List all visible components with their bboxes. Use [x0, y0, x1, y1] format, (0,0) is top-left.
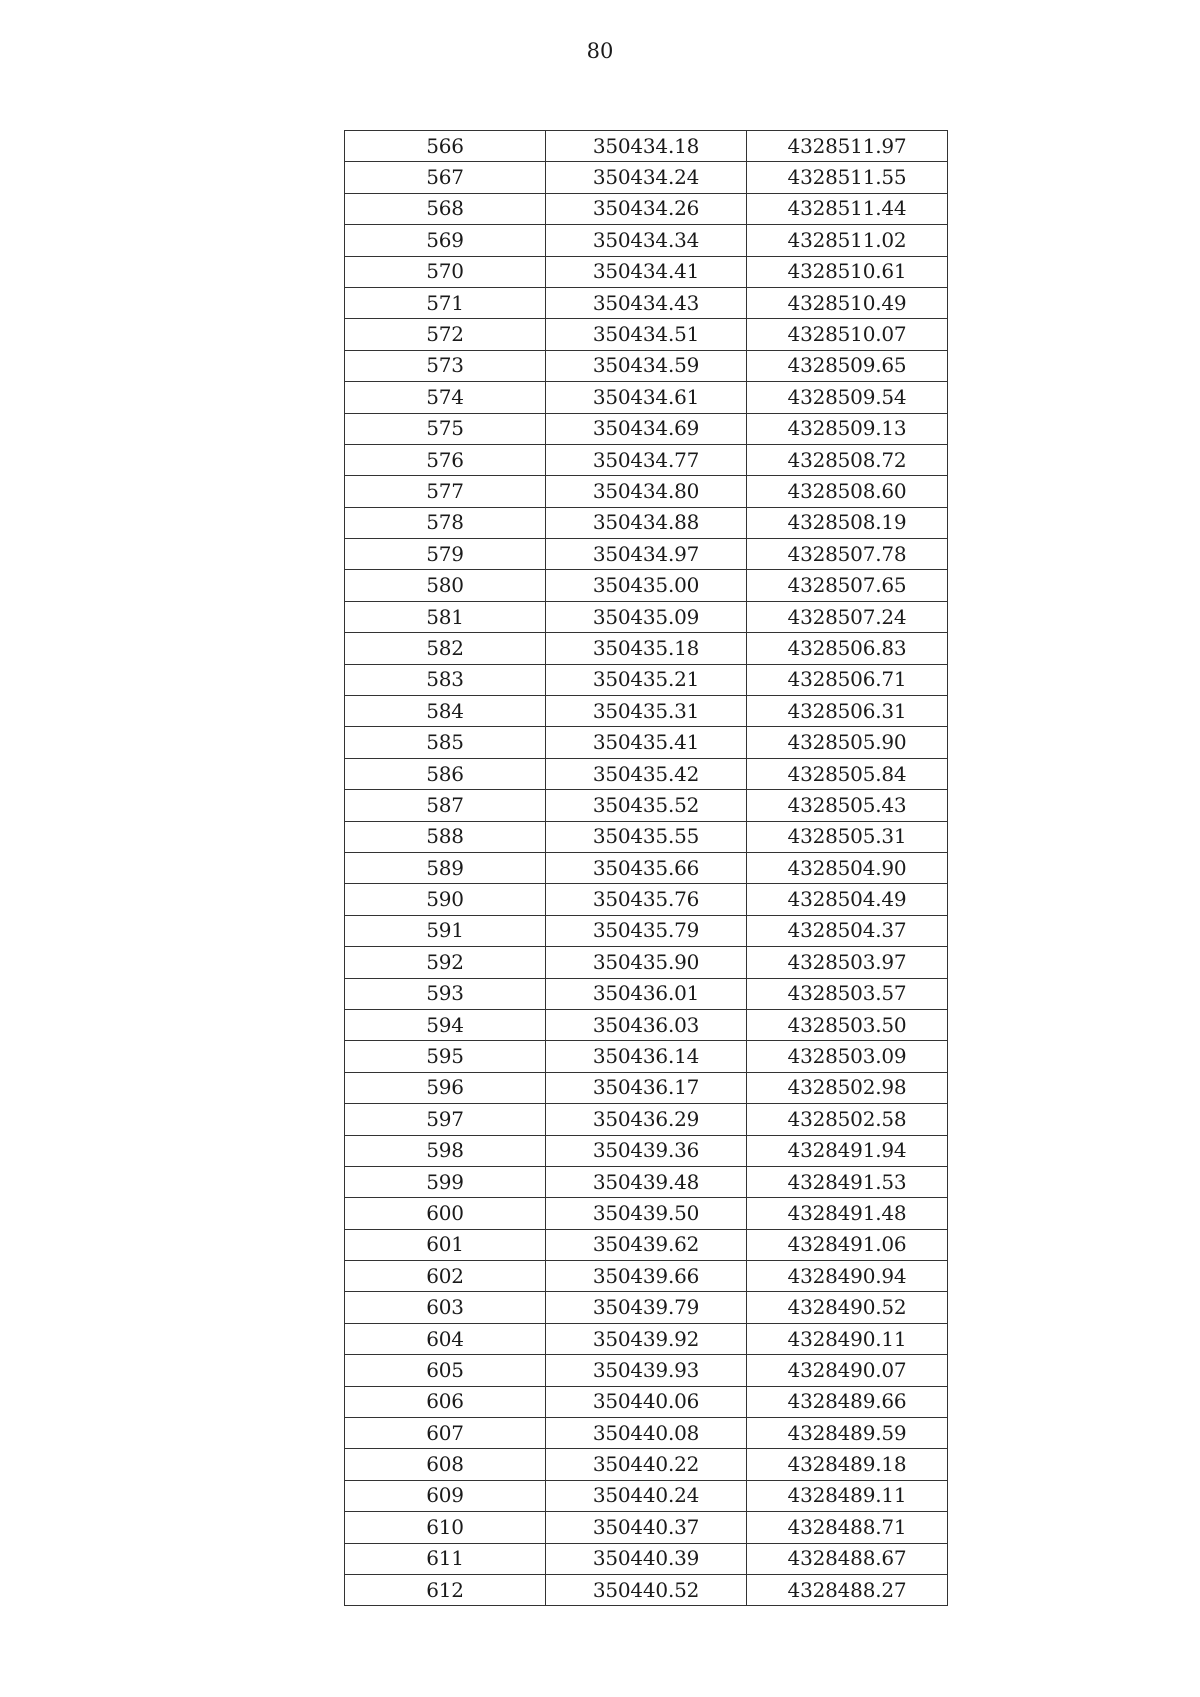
table-row	[345, 1480, 948, 1511]
point-number-cell: 579	[345, 539, 546, 570]
x-coordinate-cell: 350434.24	[546, 162, 747, 193]
x-coordinate-cell: 350439.79	[546, 1292, 747, 1323]
point-number-cell: 584	[345, 696, 546, 727]
x-coordinate-cell: 350435.79	[546, 915, 747, 946]
x-coordinate-cell: 350436.01	[546, 978, 747, 1009]
table-row	[345, 633, 948, 664]
y-coordinate-cell: 4328490.07	[747, 1355, 948, 1386]
y-coordinate-cell: 4328488.67	[747, 1543, 948, 1574]
y-coordinate-cell: 4328510.07	[747, 319, 948, 350]
point-number-cell: 573	[345, 350, 546, 381]
point-number-cell: 574	[345, 382, 546, 413]
y-coordinate-cell: 4328491.53	[747, 1166, 948, 1197]
x-coordinate-cell: 350434.61	[546, 382, 747, 413]
y-coordinate-cell: 4328490.11	[747, 1323, 948, 1354]
table-row	[345, 758, 948, 789]
table-row	[345, 476, 948, 507]
point-number-cell: 607	[345, 1418, 546, 1449]
point-number-cell: 609	[345, 1480, 546, 1511]
point-number-cell: 587	[345, 790, 546, 821]
point-number-cell: 599	[345, 1166, 546, 1197]
x-coordinate-cell: 350440.08	[546, 1418, 747, 1449]
table-row	[345, 570, 948, 601]
point-number-cell: 600	[345, 1198, 546, 1229]
x-coordinate-cell: 350434.26	[546, 193, 747, 224]
table-row	[345, 947, 948, 978]
y-coordinate-cell: 4328504.49	[747, 884, 948, 915]
table-row	[345, 193, 948, 224]
x-coordinate-cell: 350439.48	[546, 1166, 747, 1197]
x-coordinate-cell: 350436.17	[546, 1072, 747, 1103]
table-row	[345, 1041, 948, 1072]
x-coordinate-cell: 350436.29	[546, 1104, 747, 1135]
y-coordinate-cell: 4328507.78	[747, 539, 948, 570]
table-row	[345, 1323, 948, 1354]
x-coordinate-cell: 350435.42	[546, 758, 747, 789]
x-coordinate-cell: 350440.24	[546, 1480, 747, 1511]
point-number-cell: 606	[345, 1386, 546, 1417]
y-coordinate-cell: 4328491.48	[747, 1198, 948, 1229]
x-coordinate-cell: 350434.41	[546, 256, 747, 287]
table-row	[345, 1543, 948, 1574]
table-row	[345, 664, 948, 695]
y-coordinate-cell: 4328489.18	[747, 1449, 948, 1480]
y-coordinate-cell: 4328509.13	[747, 413, 948, 444]
table-row	[345, 1386, 948, 1417]
x-coordinate-cell: 350435.55	[546, 821, 747, 852]
y-coordinate-cell: 4328511.97	[747, 131, 948, 162]
y-coordinate-cell: 4328489.59	[747, 1418, 948, 1449]
table-row	[345, 131, 948, 162]
x-coordinate-cell: 350440.39	[546, 1543, 747, 1574]
point-number-cell: 575	[345, 413, 546, 444]
point-number-cell: 580	[345, 570, 546, 601]
x-coordinate-cell: 350435.41	[546, 727, 747, 758]
y-coordinate-cell: 4328488.27	[747, 1574, 948, 1605]
point-number-cell: 590	[345, 884, 546, 915]
table-row	[345, 444, 948, 475]
x-coordinate-cell: 350434.69	[546, 413, 747, 444]
y-coordinate-cell: 4328503.50	[747, 1009, 948, 1040]
x-coordinate-cell: 350435.09	[546, 601, 747, 632]
table-row	[345, 978, 948, 1009]
table-row	[345, 1261, 948, 1292]
y-coordinate-cell: 4328505.43	[747, 790, 948, 821]
point-number-cell: 576	[345, 444, 546, 475]
table-row	[345, 507, 948, 538]
table-row	[345, 1292, 948, 1323]
point-number-cell: 597	[345, 1104, 546, 1135]
point-number-cell: 566	[345, 131, 546, 162]
point-number-cell: 602	[345, 1261, 546, 1292]
y-coordinate-cell: 4328507.24	[747, 601, 948, 632]
table-row	[345, 539, 948, 570]
coordinate-table	[344, 130, 948, 1606]
table-row	[345, 1166, 948, 1197]
y-coordinate-cell: 4328508.19	[747, 507, 948, 538]
point-number-cell: 585	[345, 727, 546, 758]
point-number-cell: 603	[345, 1292, 546, 1323]
y-coordinate-cell: 4328488.71	[747, 1512, 948, 1543]
y-coordinate-cell: 4328505.31	[747, 821, 948, 852]
point-number-cell: 594	[345, 1009, 546, 1040]
point-number-cell: 598	[345, 1135, 546, 1166]
y-coordinate-cell: 4328511.44	[747, 193, 948, 224]
x-coordinate-cell: 350435.21	[546, 664, 747, 695]
y-coordinate-cell: 4328503.57	[747, 978, 948, 1009]
table-row	[345, 696, 948, 727]
table-row	[345, 350, 948, 381]
point-number-cell: 567	[345, 162, 546, 193]
x-coordinate-cell: 350434.77	[546, 444, 747, 475]
y-coordinate-cell: 4328506.71	[747, 664, 948, 695]
point-number-cell: 593	[345, 978, 546, 1009]
table-row	[345, 1009, 948, 1040]
point-number-cell: 568	[345, 193, 546, 224]
point-number-cell: 589	[345, 852, 546, 883]
y-coordinate-cell: 4328490.52	[747, 1292, 948, 1323]
coordinate-table-body	[345, 131, 948, 1606]
y-coordinate-cell: 4328504.90	[747, 852, 948, 883]
table-row	[345, 1574, 948, 1605]
x-coordinate-cell: 350434.34	[546, 225, 747, 256]
point-number-cell: 583	[345, 664, 546, 695]
table-row	[345, 821, 948, 852]
x-coordinate-cell: 350435.90	[546, 947, 747, 978]
x-coordinate-cell: 350440.52	[546, 1574, 747, 1605]
x-coordinate-cell: 350439.50	[546, 1198, 747, 1229]
y-coordinate-cell: 4328511.02	[747, 225, 948, 256]
y-coordinate-cell: 4328491.94	[747, 1135, 948, 1166]
y-coordinate-cell: 4328511.55	[747, 162, 948, 193]
table-row	[345, 1229, 948, 1260]
table-row	[345, 884, 948, 915]
x-coordinate-cell: 350434.97	[546, 539, 747, 570]
table-row	[345, 1072, 948, 1103]
table-row	[345, 727, 948, 758]
table-row	[345, 1512, 948, 1543]
y-coordinate-cell: 4328508.72	[747, 444, 948, 475]
table-row	[345, 162, 948, 193]
point-number-cell: 582	[345, 633, 546, 664]
table-row	[345, 601, 948, 632]
table-row	[345, 225, 948, 256]
y-coordinate-cell: 4328503.97	[747, 947, 948, 978]
y-coordinate-cell: 4328491.06	[747, 1229, 948, 1260]
point-number-cell: 595	[345, 1041, 546, 1072]
point-number-cell: 572	[345, 319, 546, 350]
point-number-cell: 596	[345, 1072, 546, 1103]
x-coordinate-cell: 350434.18	[546, 131, 747, 162]
table-row	[345, 1418, 948, 1449]
point-number-cell: 588	[345, 821, 546, 852]
x-coordinate-cell: 350439.92	[546, 1323, 747, 1354]
x-coordinate-cell: 350434.88	[546, 507, 747, 538]
table-row	[345, 852, 948, 883]
x-coordinate-cell: 350440.37	[546, 1512, 747, 1543]
point-number-cell: 591	[345, 915, 546, 946]
table-row	[345, 1104, 948, 1135]
point-number-cell: 577	[345, 476, 546, 507]
y-coordinate-cell: 4328503.09	[747, 1041, 948, 1072]
x-coordinate-cell: 350439.36	[546, 1135, 747, 1166]
x-coordinate-cell: 350435.00	[546, 570, 747, 601]
y-coordinate-cell: 4328509.54	[747, 382, 948, 413]
point-number-cell: 578	[345, 507, 546, 538]
table-row	[345, 915, 948, 946]
table-row	[345, 1355, 948, 1386]
point-number-cell: 610	[345, 1512, 546, 1543]
x-coordinate-cell: 350434.43	[546, 287, 747, 318]
point-number-cell: 592	[345, 947, 546, 978]
point-number-cell: 612	[345, 1574, 546, 1605]
x-coordinate-cell: 350439.66	[546, 1261, 747, 1292]
point-number-cell: 581	[345, 601, 546, 632]
x-coordinate-cell: 350439.93	[546, 1355, 747, 1386]
y-coordinate-cell: 4328502.58	[747, 1104, 948, 1135]
table-row	[345, 319, 948, 350]
table-row	[345, 382, 948, 413]
point-number-cell: 611	[345, 1543, 546, 1574]
x-coordinate-cell: 350440.06	[546, 1386, 747, 1417]
table-row	[345, 287, 948, 318]
point-number-cell: 570	[345, 256, 546, 287]
table-row	[345, 1198, 948, 1229]
x-coordinate-cell: 350435.31	[546, 696, 747, 727]
x-coordinate-cell: 350434.59	[546, 350, 747, 381]
point-number-cell: 569	[345, 225, 546, 256]
y-coordinate-cell: 4328506.83	[747, 633, 948, 664]
x-coordinate-cell: 350435.66	[546, 852, 747, 883]
y-coordinate-cell: 4328502.98	[747, 1072, 948, 1103]
y-coordinate-cell: 4328507.65	[747, 570, 948, 601]
y-coordinate-cell: 4328506.31	[747, 696, 948, 727]
point-number-cell: 571	[345, 287, 546, 318]
x-coordinate-cell: 350435.76	[546, 884, 747, 915]
x-coordinate-cell: 350435.52	[546, 790, 747, 821]
x-coordinate-cell: 350434.51	[546, 319, 747, 350]
y-coordinate-cell: 4328510.49	[747, 287, 948, 318]
page-number: 80	[586, 39, 614, 63]
y-coordinate-cell: 4328508.60	[747, 476, 948, 507]
x-coordinate-cell: 350434.80	[546, 476, 747, 507]
table-row	[345, 1449, 948, 1480]
x-coordinate-cell: 350440.22	[546, 1449, 747, 1480]
table-row	[345, 413, 948, 444]
y-coordinate-cell: 4328490.94	[747, 1261, 948, 1292]
y-coordinate-cell: 4328505.90	[747, 727, 948, 758]
y-coordinate-cell: 4328510.61	[747, 256, 948, 287]
y-coordinate-cell: 4328489.11	[747, 1480, 948, 1511]
point-number-cell: 601	[345, 1229, 546, 1260]
point-number-cell: 604	[345, 1323, 546, 1354]
y-coordinate-cell: 4328489.66	[747, 1386, 948, 1417]
y-coordinate-cell: 4328505.84	[747, 758, 948, 789]
table-row	[345, 1135, 948, 1166]
table-row	[345, 256, 948, 287]
point-number-cell: 586	[345, 758, 546, 789]
x-coordinate-cell: 350436.03	[546, 1009, 747, 1040]
y-coordinate-cell: 4328504.37	[747, 915, 948, 946]
x-coordinate-cell: 350439.62	[546, 1229, 747, 1260]
x-coordinate-cell: 350435.18	[546, 633, 747, 664]
point-number-cell: 605	[345, 1355, 546, 1386]
table-row	[345, 790, 948, 821]
y-coordinate-cell: 4328509.65	[747, 350, 948, 381]
point-number-cell: 608	[345, 1449, 546, 1480]
x-coordinate-cell: 350436.14	[546, 1041, 747, 1072]
